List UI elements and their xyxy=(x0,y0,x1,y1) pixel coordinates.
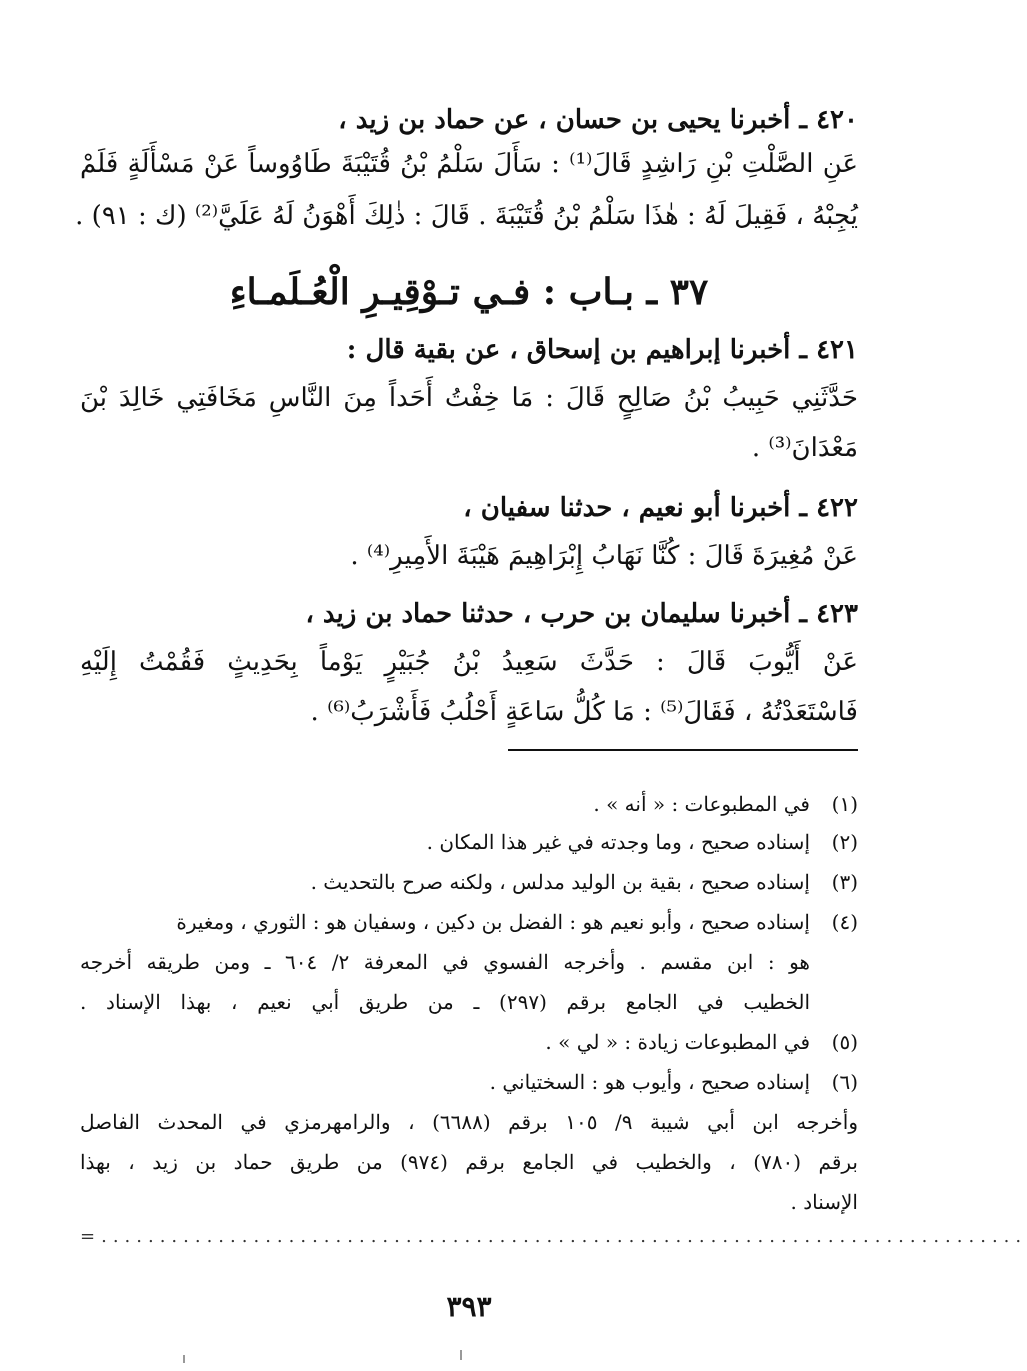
footnote-number: (٢) xyxy=(831,830,858,854)
footnote-number: (٤) xyxy=(831,910,858,934)
footnote-text: إسناده صحيح ، بقية بن الوليد مدلس ، ولكنه صرح بالتحديث . xyxy=(310,870,810,894)
footnote-text: إسناده صحيح ، وما وجدته في غير هذا المكان . xyxy=(426,830,810,854)
footnote-text: في المطبوعات : « أنه » . xyxy=(593,792,810,816)
scan-mark xyxy=(460,1350,462,1360)
footnote-text: إسناده صحيح ، وأبو نعيم هو : الفضل بن دكين ، وسفيان هو : الثوري ، ومغيرة xyxy=(176,910,810,934)
dotted-line: ............................................................................... xyxy=(101,1226,1027,1247)
hadith-423-header xyxy=(80,594,858,634)
footnote-3 xyxy=(80,866,858,898)
footnote-5 xyxy=(80,1026,858,1058)
hadith-chain: ـ أخبرنا يحيى بن حسان ، عن حماد بن زيد ، xyxy=(338,105,817,135)
footnote-6-line-3: برقم (٧٨٠) ، والخطيب في الجامع برقم (٩٧٤) من طريق حماد بن زيد ، بهذا xyxy=(80,1150,858,1174)
hadith-422-line-2: عَنْ مُغِيرَةَ قَالَ : كُنَّا نَهَابُ إِبْرَاهِيمَ هَيْبَةَ الأَمِيرِ⁽⁴⁾ . xyxy=(350,541,858,571)
continuation-dots xyxy=(80,1226,1027,1250)
hadith-number: ٤٢٣ xyxy=(816,599,858,629)
hadith-421-line-3: مَعْدَانَ⁽³⁾ . xyxy=(751,433,858,463)
continuation-mark: = xyxy=(80,1226,102,1247)
footnote-6-line-4: الإسناد . xyxy=(790,1190,858,1214)
footnote-number: (٣) xyxy=(831,870,858,894)
hadith-chain: ـ أخبرنا سليمان بن حرب ، حدثنا حماد بن زيد ، xyxy=(305,599,817,629)
footnote-6-line-2: وأخرجه ابن أبي شيبة ٩/ ١٠٥ برقم (٦٦٨٨) ، والرامهرمزي في المحدث الفاصل xyxy=(80,1110,858,1134)
footnote-2 xyxy=(80,826,858,858)
footnote-text: في المطبوعات زيادة : « لي » . xyxy=(545,1030,810,1054)
hadith-420-line-3: يُجِبْهُ ، فَقِيلَ لَهُ : هٰذَا سَلْمُ بْنُ قُتَيْبَةَ . قَالَ : ذٰلِكَ أَهْوَنُ لَهُ عَلَيَّ⁽²⁾ (ك : ٩١) . xyxy=(75,201,858,231)
footnote-6 xyxy=(80,1066,858,1098)
hadith-423-line-3: فَاسْتَعَدْتُهُ ، فَقَالَ⁽⁵⁾ : مَا كُلُّ سَاعَةٍ أَحْلُبُ فَأَشْرَبُ⁽⁶⁾ . xyxy=(310,697,858,727)
hadith-number: ٤٢١ xyxy=(816,335,858,365)
hadith-number: ٤٢٢ xyxy=(816,493,858,523)
footnote-4 xyxy=(80,906,858,938)
hadith-422-header xyxy=(80,488,858,528)
hadith-420-line-2: عَنِ الصَّلْتِ بْنِ رَاشِدٍ قَالَ⁽¹⁾ : سَأَلَ سَلْمُ بْنُ قُتَيْبَةَ طَاوُوساً عَنْ مَسْأَلَةٍ فَلَمْ xyxy=(80,149,859,179)
footnote-text: إسناده صحيح ، وأيوب هو : السختياني . xyxy=(489,1070,810,1094)
hadith-chain: ـ أخبرنا إبراهيم بن إسحاق ، عن بقية قال : xyxy=(346,335,817,365)
section-heading: ٣٧ ـ بـاب : فـي تـوْقِيـرِ الْعُـلَمـاءِ xyxy=(229,271,709,313)
footnote-separator xyxy=(508,749,858,751)
scan-mark xyxy=(183,1355,185,1363)
footnote-number: (٥) xyxy=(831,1030,858,1054)
hadith-chain: ـ أخبرنا أبو نعيم ، حدثنا سفيان ، xyxy=(463,493,817,523)
footnote-number: (١) xyxy=(831,792,858,816)
hadith-420-header xyxy=(80,100,858,140)
footnote-4-line-3: الخطيب في الجامع برقم (٢٩٧) ـ من طريق أبي نعيم ، بهذا الإسناد . xyxy=(80,990,811,1014)
hadith-421-header xyxy=(80,330,858,370)
hadith-number: ٤٢٠ xyxy=(816,105,858,135)
hadith-421-line-2: حَدَّثَنِي حَبِيبُ بْنُ صَالِحٍ قَالَ : مَا خِفْتُ أَحَداً مِنَ النَّاسِ مَخَافَتِي خَالِدَ بْنَ xyxy=(80,383,858,413)
footnote-number: (٦) xyxy=(831,1070,858,1094)
footnote-1 xyxy=(80,788,858,820)
footnote-4-line-2: هو : ابن مقسم . وأخرجه الفسوي في المعرفة ٢/ ٦٠٤ ـ ومن طريقه أخرجه xyxy=(80,950,810,974)
hadith-423-line-2: عَنْ أَيُّوبَ قَالَ : حَدَّثَ سَعِيدُ بْنُ جُبَيْرٍ يَوْماً بِحَدِيثٍ فَقُمْتُ إِلَيْهِ xyxy=(80,647,858,677)
page-number: ٣٩٣ xyxy=(446,1290,492,1323)
